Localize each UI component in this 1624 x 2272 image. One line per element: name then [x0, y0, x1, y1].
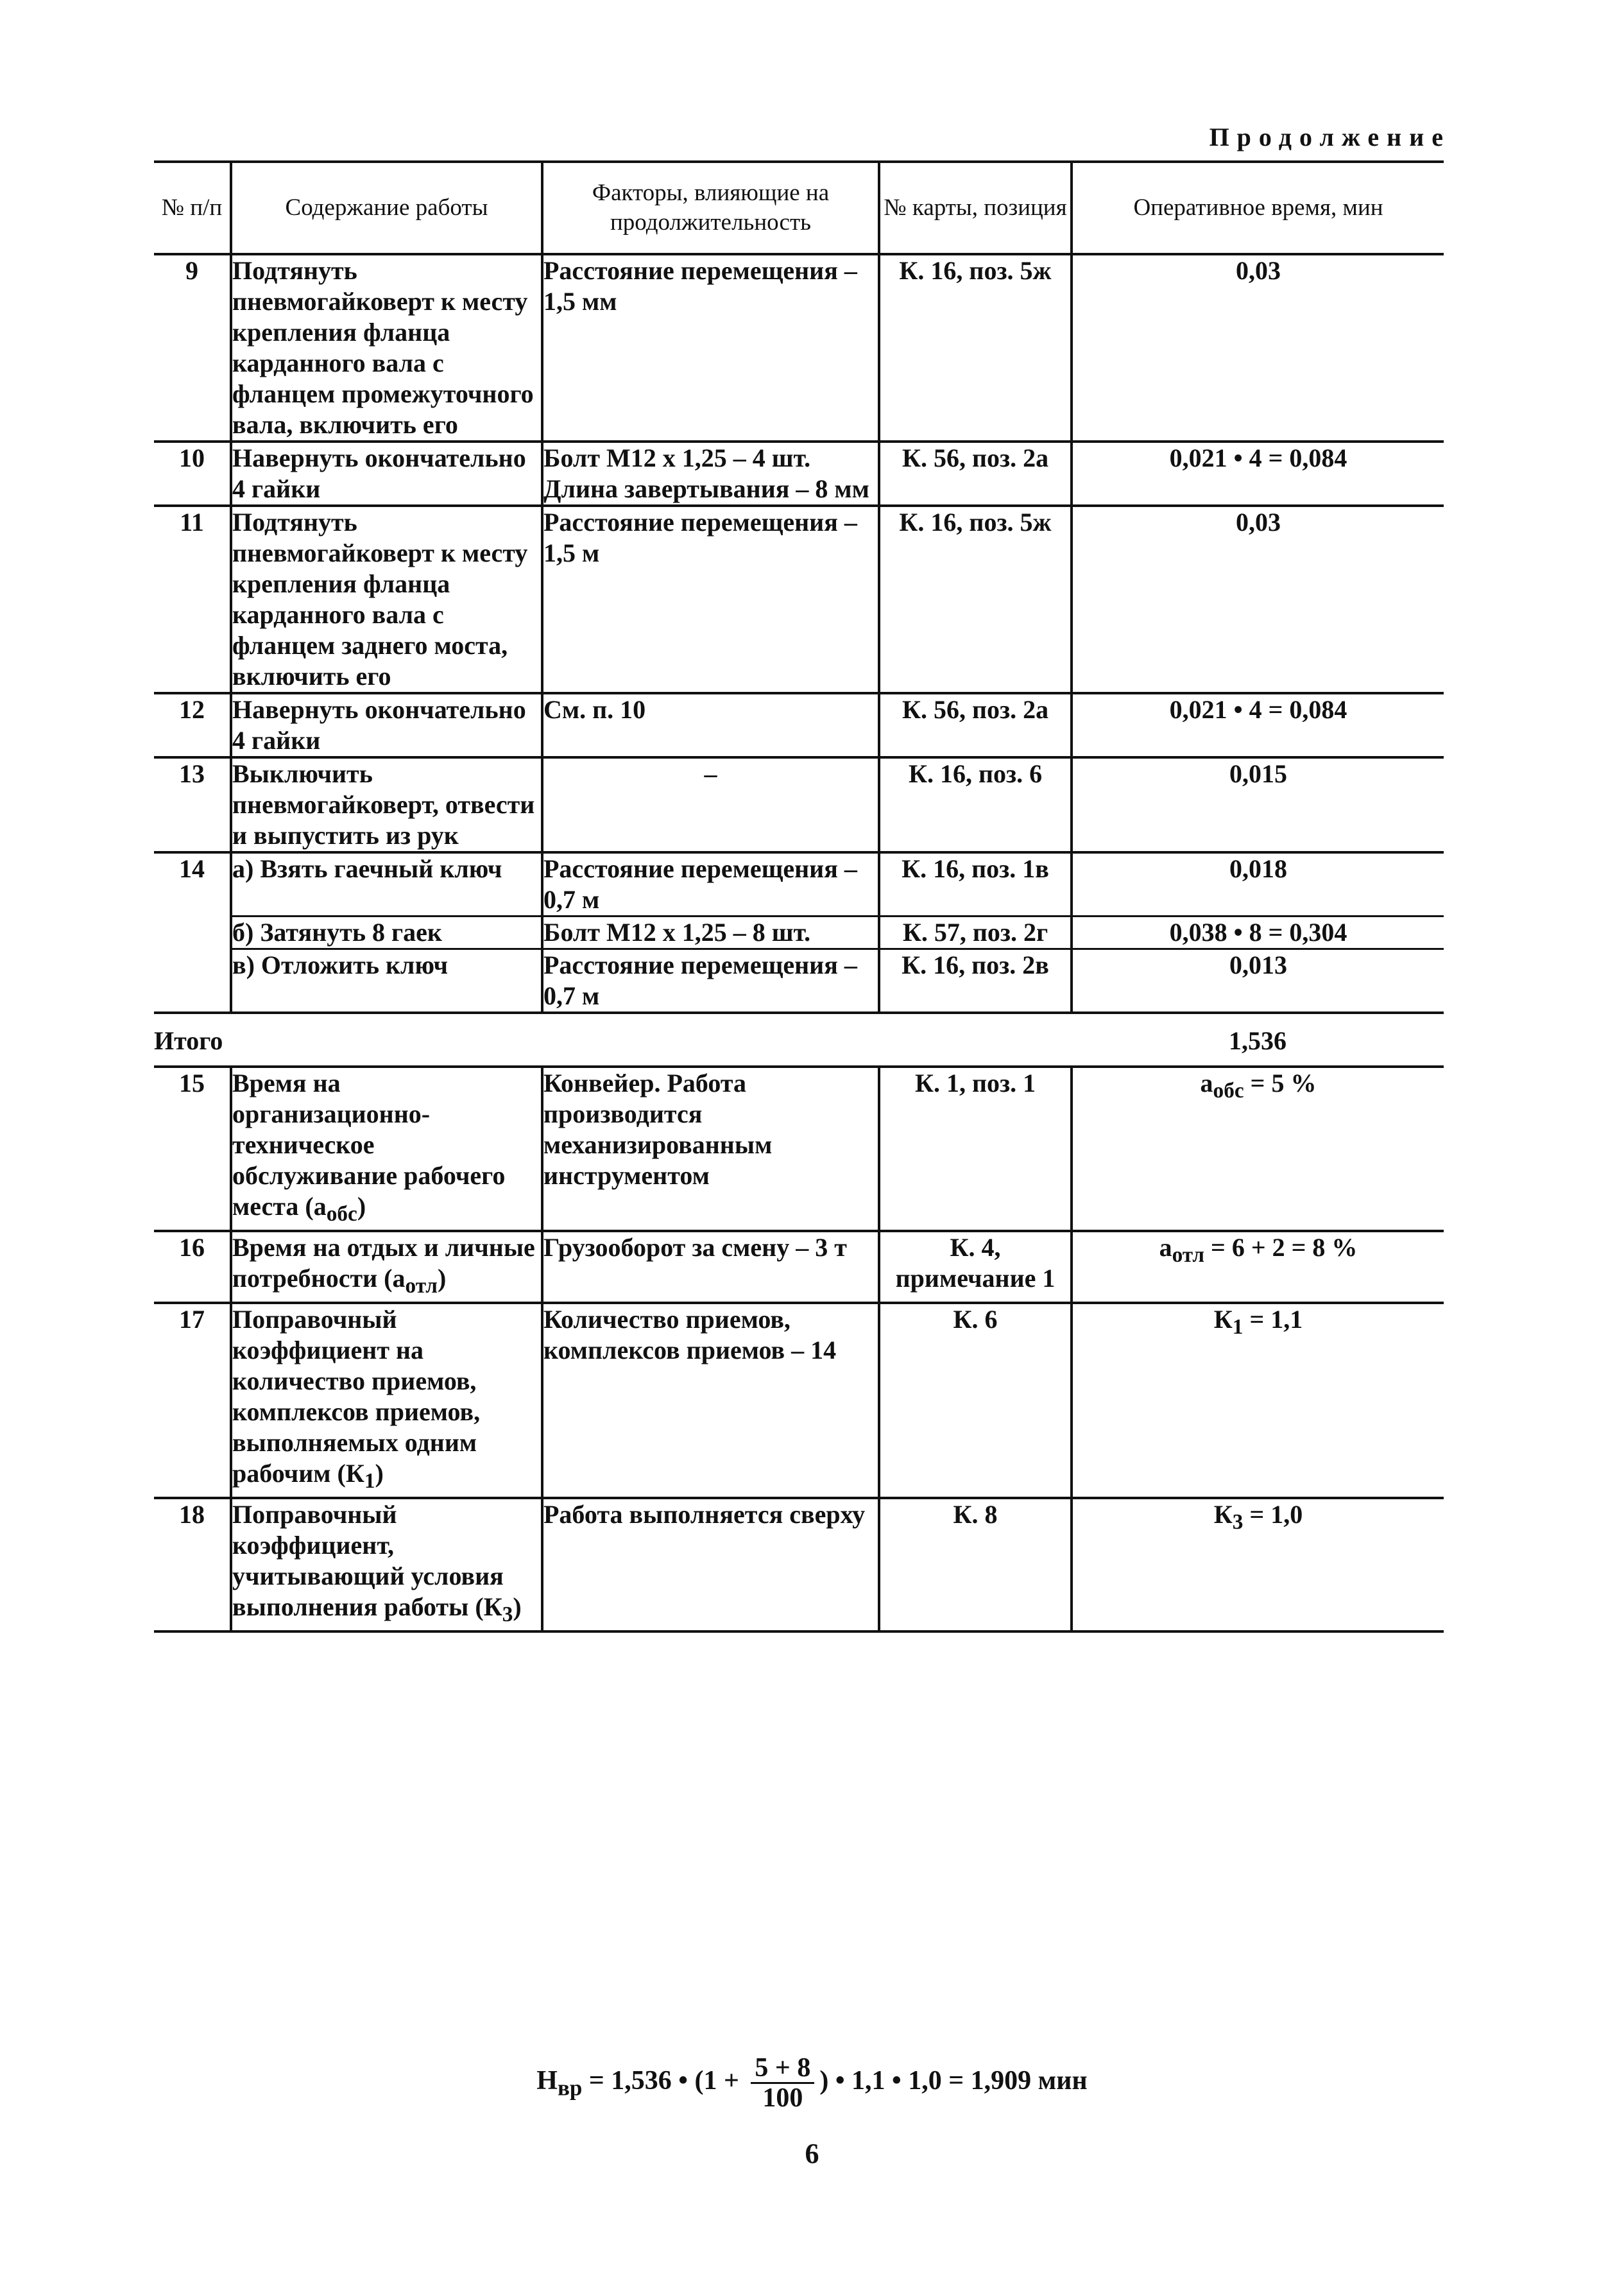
- row-factors: Болт М12 х 1,25 – 8 шт.: [542, 917, 879, 949]
- row-work: б) Затянуть 8 гаек: [231, 917, 542, 949]
- table-row: [154, 1231, 1444, 1303]
- row-work: в) Отложить ключ: [231, 949, 542, 1013]
- row-factors: –: [542, 757, 879, 852]
- work-end: ): [513, 1592, 522, 1621]
- row-factors: Расстояние перемещения – 0,7 м: [542, 852, 879, 917]
- row-number: 15: [154, 1067, 231, 1231]
- row-work: Подтянуть пневмогайковерт к месту крепления фланца карданного вала с фланцем промежуточного вала, включить его: [231, 254, 542, 442]
- row-number: 13: [154, 757, 231, 852]
- row-work: Навернуть окончательно 4 гайки: [231, 442, 542, 506]
- table-row: [154, 949, 1444, 1013]
- row-number: 10: [154, 442, 231, 506]
- time-symbol: а: [1159, 1233, 1172, 1262]
- time-symbol: К: [1213, 1305, 1233, 1334]
- work-subscript: обс: [326, 1202, 357, 1226]
- col-header-factors: Факторы, влияющие на продолжительность: [542, 162, 879, 254]
- work-subscript: отл: [405, 1274, 438, 1298]
- row-time: [1072, 1303, 1444, 1498]
- row-factors: Расстояние перемещения – 1,5 м: [542, 506, 879, 693]
- col-header-work: Содержание работы: [231, 162, 542, 254]
- table-row: [154, 442, 1444, 506]
- formula-lhs-subscript: вр: [557, 2075, 583, 2101]
- work-text: Время на отдых и личные потребности (а: [232, 1233, 535, 1293]
- row-factors: Количество приемов, комплексов приемов – 14: [542, 1303, 879, 1498]
- work-text: Поправочный коэффициент, учитывающий условия выполнения работы (К: [232, 1500, 504, 1621]
- row-factors: Расстояние перемещения – 0,7 м: [542, 949, 879, 1013]
- time-symbol: а: [1200, 1069, 1213, 1097]
- row-factors: Расстояние перемещения – 1,5 мм: [542, 254, 879, 442]
- row-work: [231, 1498, 542, 1631]
- total-value: 1,536: [1072, 1013, 1444, 1067]
- total-row: [154, 1013, 1444, 1067]
- row-work: [231, 1231, 542, 1303]
- row-time: [1072, 1498, 1444, 1631]
- row-card: К. 8: [879, 1498, 1072, 1631]
- row-card: К. 6: [879, 1303, 1072, 1498]
- time-norm-table: [154, 160, 1444, 1633]
- work-text: Поправочный коэффициент на количество приемов, комплексов приемов, выполняемых одним рабочим (К: [232, 1305, 481, 1488]
- col-header-number: № п/п: [154, 162, 231, 254]
- table-row: [154, 693, 1444, 757]
- row-work: Выключить пневмогайковерт, отвести и выпустить из рук: [231, 757, 542, 852]
- row-time: 0,03: [1072, 506, 1444, 693]
- row-work: а) Взять гаечный ключ: [231, 852, 542, 917]
- table-row: [154, 852, 1444, 917]
- table-row: [154, 506, 1444, 693]
- continuation-label: Продолжение: [1209, 123, 1451, 151]
- col-header-time: Оперативное время, мин: [1072, 162, 1444, 254]
- row-work: Навернуть окончательно 4 гайки: [231, 693, 542, 757]
- formula-part2: ) • 1,1 • 1,0 = 1,909 мин: [819, 2066, 1088, 2096]
- time-value: = 1,0: [1243, 1500, 1303, 1529]
- row-factors: Болт М12 х 1,25 – 4 шт. Длина завертывания – 8 мм: [542, 442, 879, 506]
- work-end: ): [437, 1264, 447, 1293]
- row-time: 0,038 • 8 = 0,304: [1072, 917, 1444, 949]
- row-time: 0,015: [1072, 757, 1444, 852]
- row-time: 0,013: [1072, 949, 1444, 1013]
- row-factors: См. п. 10: [542, 693, 879, 757]
- row-work: [231, 1303, 542, 1498]
- table-header-row: [154, 162, 1444, 254]
- table-row: [154, 1498, 1444, 1631]
- page-number: 6: [805, 2138, 819, 2169]
- row-time: 0,021 • 4 = 0,084: [1072, 693, 1444, 757]
- row-card: К. 16, поз. 2в: [879, 949, 1072, 1013]
- table-row: [154, 254, 1444, 442]
- total-label: Итого: [154, 1013, 1072, 1067]
- row-time: 0,021 • 4 = 0,084: [1072, 442, 1444, 506]
- row-card: К. 16, поз. 6: [879, 757, 1072, 852]
- col-header-card: № карты, позиция: [879, 162, 1072, 254]
- formula-fraction: [751, 2054, 814, 2112]
- row-time: [1072, 1231, 1444, 1303]
- table-row: [154, 917, 1444, 949]
- row-number: 9: [154, 254, 231, 442]
- time-subscript: обс: [1213, 1079, 1244, 1103]
- row-number: 17: [154, 1303, 231, 1498]
- row-card: К. 16, поз. 5ж: [879, 506, 1072, 693]
- row-card: К. 4, примечание 1: [879, 1231, 1072, 1303]
- row-work: Подтянуть пневмогайковерт к месту крепления фланца карданного вала с фланцем заднего моста, включить его: [231, 506, 542, 693]
- row-number: 12: [154, 693, 231, 757]
- time-value: = 1,1: [1243, 1305, 1303, 1334]
- table-row: [154, 1303, 1444, 1498]
- row-factors: Работа выполняется сверху: [542, 1498, 879, 1631]
- row-number: 11: [154, 506, 231, 693]
- work-end: ): [375, 1459, 384, 1488]
- row-card: К. 57, поз. 2г: [879, 917, 1072, 949]
- time-subscript: 3: [1232, 1510, 1244, 1534]
- row-time: [1072, 1067, 1444, 1231]
- table-row: [154, 1067, 1444, 1231]
- fraction-denominator: 100: [762, 2083, 803, 2113]
- time-subscript: отл: [1172, 1243, 1205, 1267]
- row-card: К. 56, поз. 2а: [879, 693, 1072, 757]
- work-subscript: 1: [364, 1469, 375, 1493]
- work-subscript: 3: [502, 1603, 513, 1626]
- row-time: 0,03: [1072, 254, 1444, 442]
- row-factors: Грузооборот за смену – 3 т: [542, 1231, 879, 1303]
- table-row: [154, 757, 1444, 852]
- time-value: = 6 + 2 = 8 %: [1204, 1233, 1358, 1262]
- row-factors: Конвейер. Работа производится механизированным инструментом: [542, 1067, 879, 1231]
- work-end: ): [357, 1192, 366, 1221]
- row-card: К. 16, поз. 5ж: [879, 254, 1072, 442]
- row-card: К. 1, поз. 1: [879, 1067, 1072, 1231]
- row-number: 14: [154, 852, 231, 1013]
- row-time: 0,018: [1072, 852, 1444, 917]
- time-subscript: 1: [1232, 1315, 1244, 1339]
- norm-formula: [0, 2054, 1624, 2112]
- row-number: 18: [154, 1498, 231, 1631]
- work-text: Время на организационно-техническое обслуживание рабочего места (а: [232, 1069, 506, 1221]
- time-symbol: К: [1213, 1500, 1233, 1529]
- row-card: К. 56, поз. 2а: [879, 442, 1072, 506]
- fraction-numerator: 5 + 8: [751, 2054, 814, 2084]
- time-value: = 5 %: [1244, 1069, 1317, 1097]
- row-card: К. 16, поз. 1в: [879, 852, 1072, 917]
- row-number: 16: [154, 1231, 231, 1303]
- formula-lhs: Н: [536, 2066, 558, 2096]
- row-work: [231, 1067, 542, 1231]
- formula-part1: = 1,536 • (1 +: [582, 2066, 746, 2096]
